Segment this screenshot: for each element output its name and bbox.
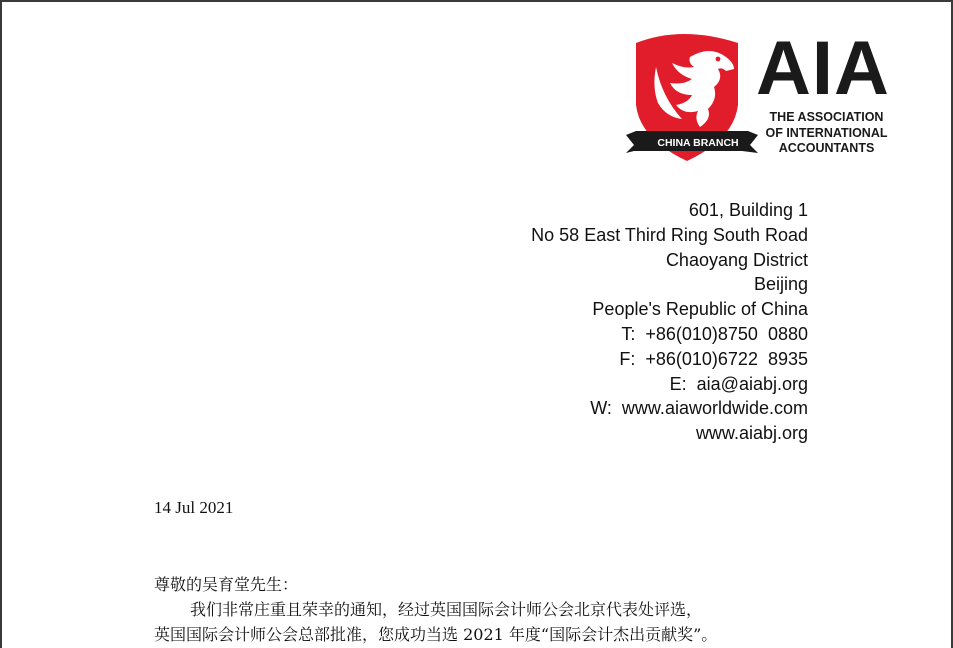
ribbon-label: CHINA BRANCH xyxy=(657,137,739,149)
logo-name-line: THE ASSOCIATION xyxy=(769,110,884,124)
letter-date: 14 Jul 2021 xyxy=(154,498,234,517)
email-line: E: aia@aiabj.org xyxy=(669,373,808,394)
logo-name-line: ACCOUNTANTS xyxy=(778,141,875,155)
letter-body xyxy=(154,572,834,647)
letter-page xyxy=(2,2,951,648)
aia-logo xyxy=(622,27,897,167)
phone-line: T: +86(010)8750 0880 xyxy=(621,323,808,344)
website-line: www.aiabj.org xyxy=(695,423,808,444)
website-line: W: www.aiaworldwide.com xyxy=(590,398,808,419)
logo-acronym: AIA xyxy=(756,26,890,111)
address-line: People's Republic of China xyxy=(592,299,808,320)
address-line: Chaoyang District xyxy=(665,249,808,270)
address-line: Beijing xyxy=(753,274,808,295)
paragraph-line: 英国国际会计师公会总部批准，您成功当选 2021 年度“国际会计杰出贡献奖”。 xyxy=(154,625,718,644)
sender-address-block xyxy=(531,198,808,446)
paragraph-line: 我们非常庄重且荣幸的通知，经过英国国际会计师公会北京代表处评选， xyxy=(190,600,703,619)
logo-name-line: OF INTERNATIONAL xyxy=(765,125,888,140)
address-line: 601, Building 1 xyxy=(688,200,808,220)
logo-organization-name xyxy=(756,110,897,157)
salutation: 尊敬的吴育堂先生： xyxy=(154,575,299,594)
address-line: No 58 East Third Ring South Road xyxy=(531,224,808,245)
fax-line: F: +86(010)6722 8935 xyxy=(619,348,808,369)
